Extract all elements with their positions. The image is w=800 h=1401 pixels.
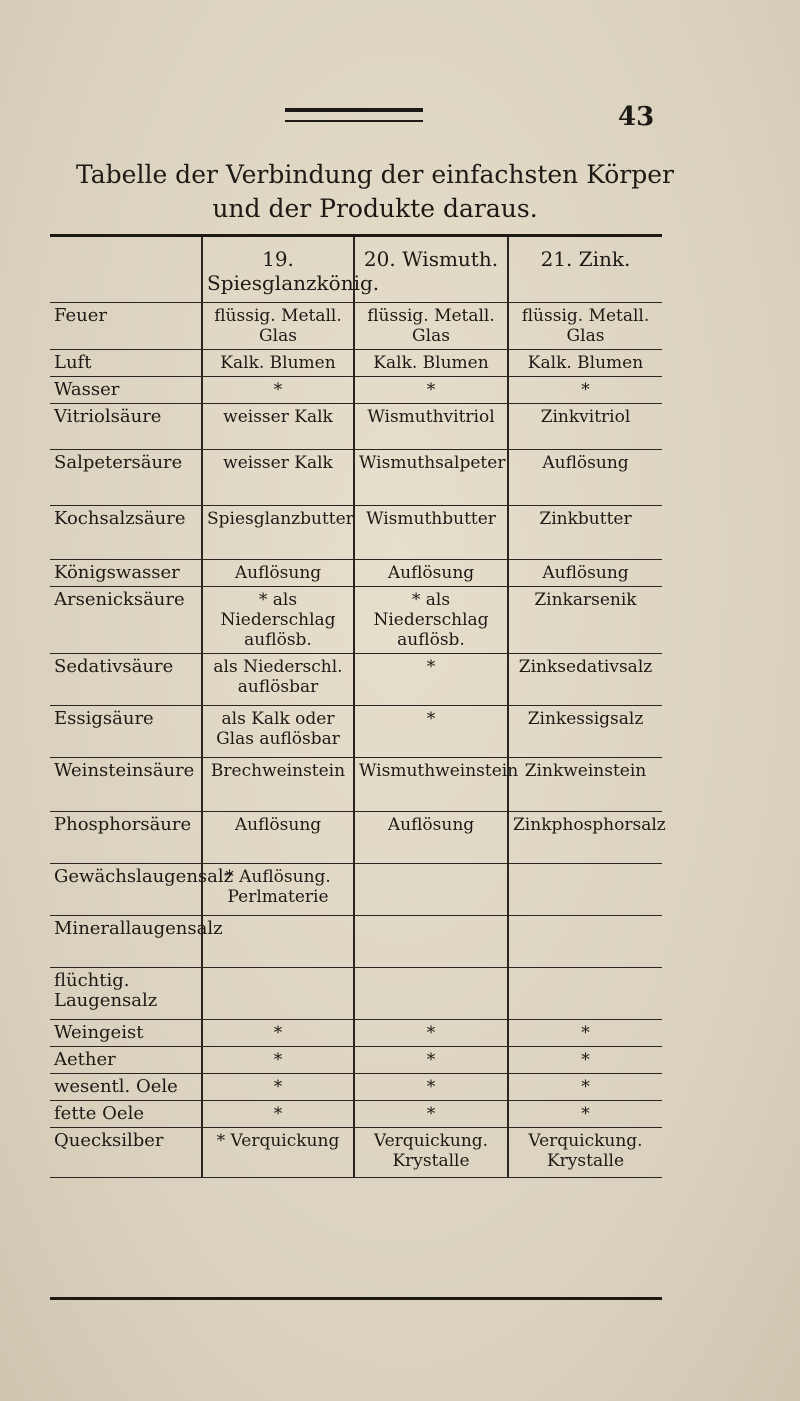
cell-19: Kalk. Blumen <box>202 350 354 377</box>
cell-19 <box>202 968 354 1020</box>
row-label: Phosphorsäure <box>50 812 202 864</box>
compound-table-grid <box>50 237 666 1178</box>
cell-20: * <box>354 1047 508 1074</box>
cell-21: Zinkvitriol <box>508 404 662 450</box>
cell-20: * <box>354 654 508 706</box>
cell-21: * <box>508 377 662 404</box>
cell-20: * <box>354 377 508 404</box>
row-label: flüchtig. Laugensalz <box>50 968 202 1020</box>
cell-19: * <box>202 1047 354 1074</box>
cell-21: Zinkweinstein <box>508 758 662 812</box>
cell-19: Brechweinstein <box>202 758 354 812</box>
cell-21: Auflösung <box>508 450 662 506</box>
table-row <box>50 864 662 916</box>
cell-21: Zinkarsenik <box>508 587 662 654</box>
row-label: Luft <box>50 350 202 377</box>
table-row <box>50 587 662 654</box>
cell-21 <box>508 864 662 916</box>
row-label: fette Oele <box>50 1101 202 1128</box>
cell-19: Auflösung <box>202 560 354 587</box>
cell-19: flüssig. Metall. Glas <box>202 303 354 350</box>
cell-21 <box>508 916 662 968</box>
cell-21 <box>508 968 662 1020</box>
table-row <box>50 1128 662 1178</box>
cell-21: Zinkessigsalz <box>508 706 662 758</box>
cell-21: flüssig. Metall. Glas <box>508 303 662 350</box>
cell-20: Wismuthvitriol <box>354 404 508 450</box>
cell-19: * Auflösung. Perlmaterie <box>202 864 354 916</box>
table-row <box>50 1101 662 1128</box>
cell-21: Auflösung <box>508 560 662 587</box>
cell-20: * als Niederschlag auflösb. <box>354 587 508 654</box>
row-label: Essigsäure <box>50 706 202 758</box>
cell-20: * <box>354 1101 508 1128</box>
cell-21: Verquickung. Krystalle <box>508 1128 662 1178</box>
table-row <box>50 916 662 968</box>
table-row <box>50 560 662 587</box>
cell-21: Zinkbutter <box>508 506 662 560</box>
table-header-row <box>50 237 662 303</box>
row-label: Aether <box>50 1047 202 1074</box>
row-label: Königswasser <box>50 560 202 587</box>
cell-19: * als Niederschlag auflösb. <box>202 587 354 654</box>
table-row <box>50 706 662 758</box>
page-number: 43 <box>618 102 655 132</box>
header-col-19: 19. Spiesglanzkönig. <box>202 237 354 303</box>
row-label: Feuer <box>50 303 202 350</box>
cell-20: * <box>354 1074 508 1101</box>
table-body <box>50 303 666 1178</box>
cell-19: Auflösung <box>202 812 354 864</box>
cell-20: * <box>354 706 508 758</box>
cell-21: * <box>508 1074 662 1101</box>
table-row <box>50 377 662 404</box>
table-row <box>50 350 662 377</box>
cell-20: Wismuthsalpeter <box>354 450 508 506</box>
cell-19: als Kalk oder Glas auflösbar <box>202 706 354 758</box>
table-row <box>50 968 662 1020</box>
row-label: Wasser <box>50 377 202 404</box>
table-row <box>50 812 662 864</box>
cell-19: * <box>202 377 354 404</box>
table-row <box>50 450 662 506</box>
row-label: Weinsteinsäure <box>50 758 202 812</box>
row-label: Sedativsäure <box>50 654 202 706</box>
cell-20: Kalk. Blumen <box>354 350 508 377</box>
row-label: wesentl. Oele <box>50 1074 202 1101</box>
table-row <box>50 1074 662 1101</box>
row-label: Salpetersäure <box>50 450 202 506</box>
cell-20: Wismuthbutter <box>354 506 508 560</box>
row-label: Gewächslaugensalz <box>50 864 202 916</box>
cell-20: Verquickung. Krystalle <box>354 1128 508 1178</box>
cell-19 <box>202 916 354 968</box>
cell-19: als Niederschl. auflösbar <box>202 654 354 706</box>
cell-20 <box>354 968 508 1020</box>
cell-19: Spiesglanzbutter <box>202 506 354 560</box>
row-label: Vitriolsäure <box>50 404 202 450</box>
cell-19: weisser Kalk <box>202 450 354 506</box>
cell-19: * <box>202 1074 354 1101</box>
cell-20: Wismuthweinstein <box>354 758 508 812</box>
cell-19: weisser Kalk <box>202 404 354 450</box>
cell-20: flüssig. Metall. Glas <box>354 303 508 350</box>
cell-21: * <box>508 1020 662 1047</box>
header-col-20: 20. Wismuth. <box>354 237 508 303</box>
table-row <box>50 404 662 450</box>
cell-21: Kalk. Blumen <box>508 350 662 377</box>
row-label: Arsenicksäure <box>50 587 202 654</box>
table-row <box>50 303 662 350</box>
header-empty <box>50 237 202 303</box>
cell-20 <box>354 864 508 916</box>
header-col-21: 21. Zink. <box>508 237 662 303</box>
cell-20: Auflösung <box>354 812 508 864</box>
cell-21: Zinksedativsalz <box>508 654 662 706</box>
row-label: Weingeist <box>50 1020 202 1047</box>
row-label: Quecksilber <box>50 1128 202 1178</box>
table-row <box>50 654 662 706</box>
header-ornament <box>285 108 423 122</box>
cell-19: * Verquickung <box>202 1128 354 1178</box>
table-row <box>50 1020 662 1047</box>
page-title: Tabelle der Verbindung der einfachsten Körper und der Produkte daraus. <box>76 160 674 223</box>
cell-21: * <box>508 1101 662 1128</box>
table-row <box>50 758 662 812</box>
cell-21: Zinkphosphorsalz <box>508 812 662 864</box>
table-row <box>50 506 662 560</box>
cell-19: * <box>202 1101 354 1128</box>
cell-21: * <box>508 1047 662 1074</box>
table-row <box>50 1047 662 1074</box>
cell-20 <box>354 916 508 968</box>
row-label: Kochsalzsäure <box>50 506 202 560</box>
compound-table <box>50 234 666 1300</box>
row-label: Minerallaugensalz <box>50 916 202 968</box>
cell-19: * <box>202 1020 354 1047</box>
cell-20: * <box>354 1020 508 1047</box>
cell-20: Auflösung <box>354 560 508 587</box>
